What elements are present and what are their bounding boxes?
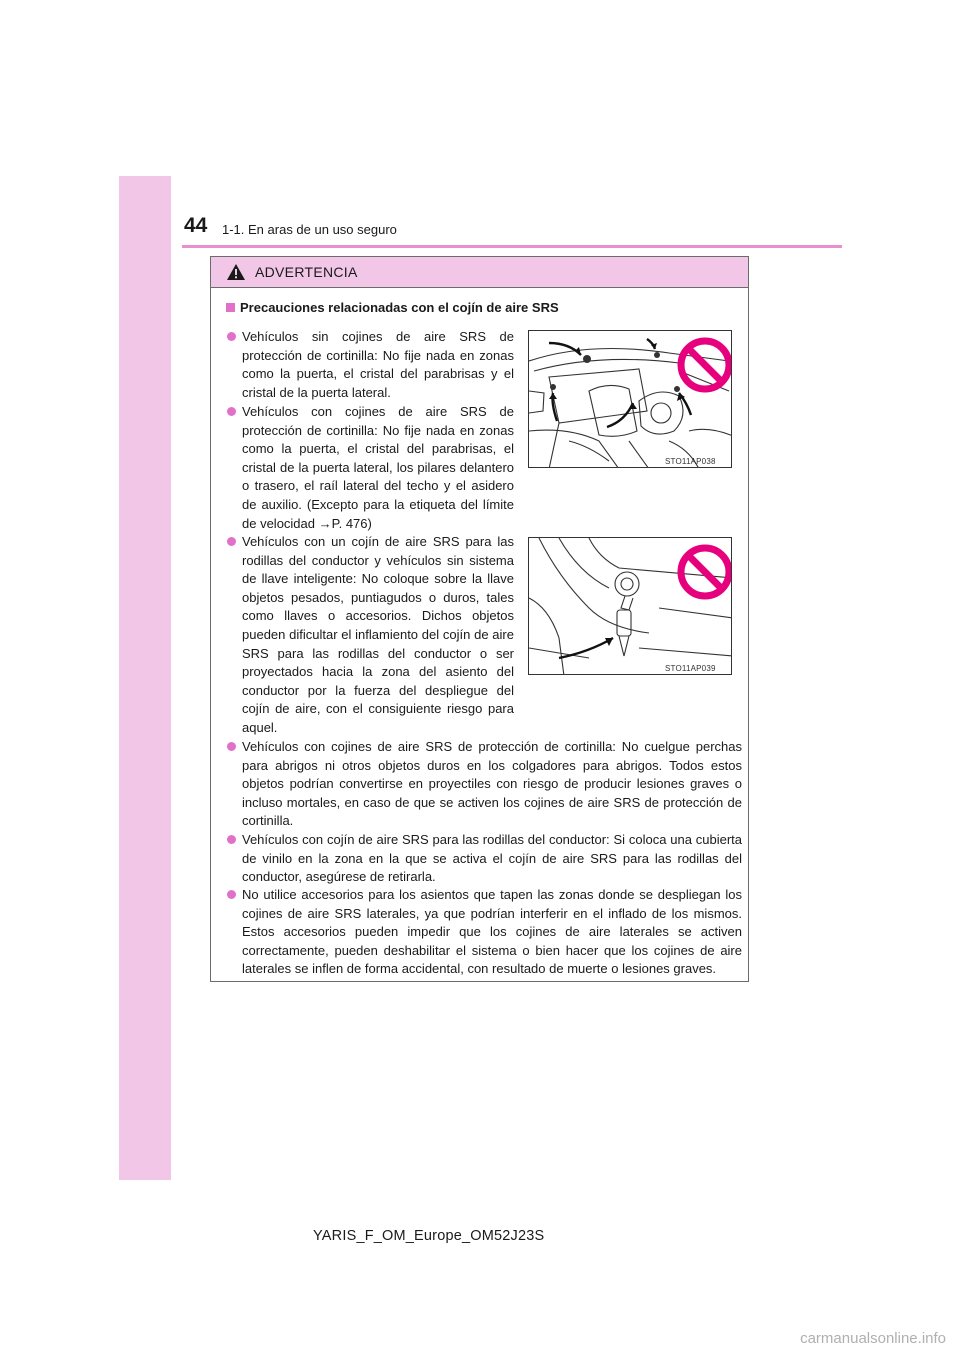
bullet-dot-icon	[227, 890, 236, 899]
bullet-dot-icon	[227, 537, 236, 546]
bullet-dot-icon	[227, 742, 236, 751]
bullet-text: Vehículos con cojín de aire SRS para las rodillas del conductor: Si coloca una cubierta de vinilo en la zona en la que se activa el cojín de aire SRS para las rodillas del conductor, asegúrese de retirarla.	[242, 832, 742, 885]
document-code: YARIS_F_OM_Europe_OM52J23S	[313, 1228, 545, 1244]
bullet-dot-icon	[227, 407, 236, 416]
bullet-item	[242, 328, 514, 402]
ignition-illustration	[529, 538, 732, 675]
bullet-item	[242, 831, 742, 887]
bullet-item	[242, 886, 742, 979]
bullet-dot-icon	[227, 332, 236, 341]
bullet-item	[242, 403, 514, 533]
bullet-item	[242, 738, 742, 831]
warning-header	[211, 257, 748, 288]
subheading-text: Precauciones relacionadas con el cojín de aire SRS	[240, 300, 559, 315]
figure-label: STO11AP038	[665, 457, 716, 466]
bullet-text: Vehículos sin cojines de aire SRS de protección de cortinilla: No fije nada en zonas como la puerta, el cristal del parabrisas y el cristal de la puerta lateral.	[242, 329, 514, 400]
header-rule	[182, 245, 842, 248]
prohibited-icon	[681, 548, 729, 596]
section-title: 1-1. En aras de un uso seguro	[222, 222, 397, 237]
page-number: 44	[184, 214, 208, 237]
figure-label: STO11AP039	[665, 664, 716, 673]
bullet-item	[242, 533, 514, 738]
square-bullet-icon	[226, 303, 235, 312]
side-tab	[119, 176, 171, 1180]
warning-triangle-icon	[226, 263, 246, 281]
figure-ignition-key	[528, 537, 732, 675]
bullet-text: No utilice accesorios para los asientos que tapen las zonas donde se despliegan los cojines de aire SRS laterales, ya que podrían interferir en el inflado de los mismos. Estos accesorios pueden impedir que los cojines de aire laterales se activen correctamente, pueden deshabilitar el sistema o bien hacer que los cojines de aire laterales se inflen de forma accidental, con resultado de muerte o lesiones graves.	[242, 887, 742, 977]
bullet-text: Vehículos con cojines de aire SRS de protección de cortinilla: No fije nada en zonas como la puerta, el cristal del parabrisas, el cristal de la puerta lateral, los pilares delantero o trasero, el raíl lateral del techo y el asidero de auxilio. (Excepto para la etiqueta del límite de velocidad →P. 476)	[242, 404, 514, 531]
warning-title: ADVERTENCIA	[255, 264, 358, 280]
bullet-text: Vehículos con un cojín de aire SRS para las rodillas del conductor y vehículos sin sistema de llave inteligente: No coloque sobre la llave objetos pesados, puntiagudos o duros, tales como llaves o accesorios. Dichos objetos pueden dificultar el inflamiento del cojín de aire SRS para las rodillas del conductor o ser proyectados hacia la zona del asiento del conductor por la fuerza del despliegue del cojín de aire, con el consiguiente riesgo para aquel.	[242, 534, 514, 735]
figure-interior	[528, 330, 732, 468]
watermark: carmanualsonline.info	[800, 1330, 946, 1347]
bullet-dot-icon	[227, 835, 236, 844]
warning-subheading	[226, 300, 559, 315]
bullet-text: Vehículos con cojines de aire SRS de protección de cortinilla: No cuelgue perchas para abrigos ni otros objetos duros en los colgadores para abrigos. Todos estos objetos podrían convertirse en proyectiles con riesgo de producir lesiones graves o incluso mortales, en caso de que se activen los cojines de aire SRS de protección de cortinilla.	[242, 739, 742, 829]
interior-illustration	[529, 331, 732, 468]
